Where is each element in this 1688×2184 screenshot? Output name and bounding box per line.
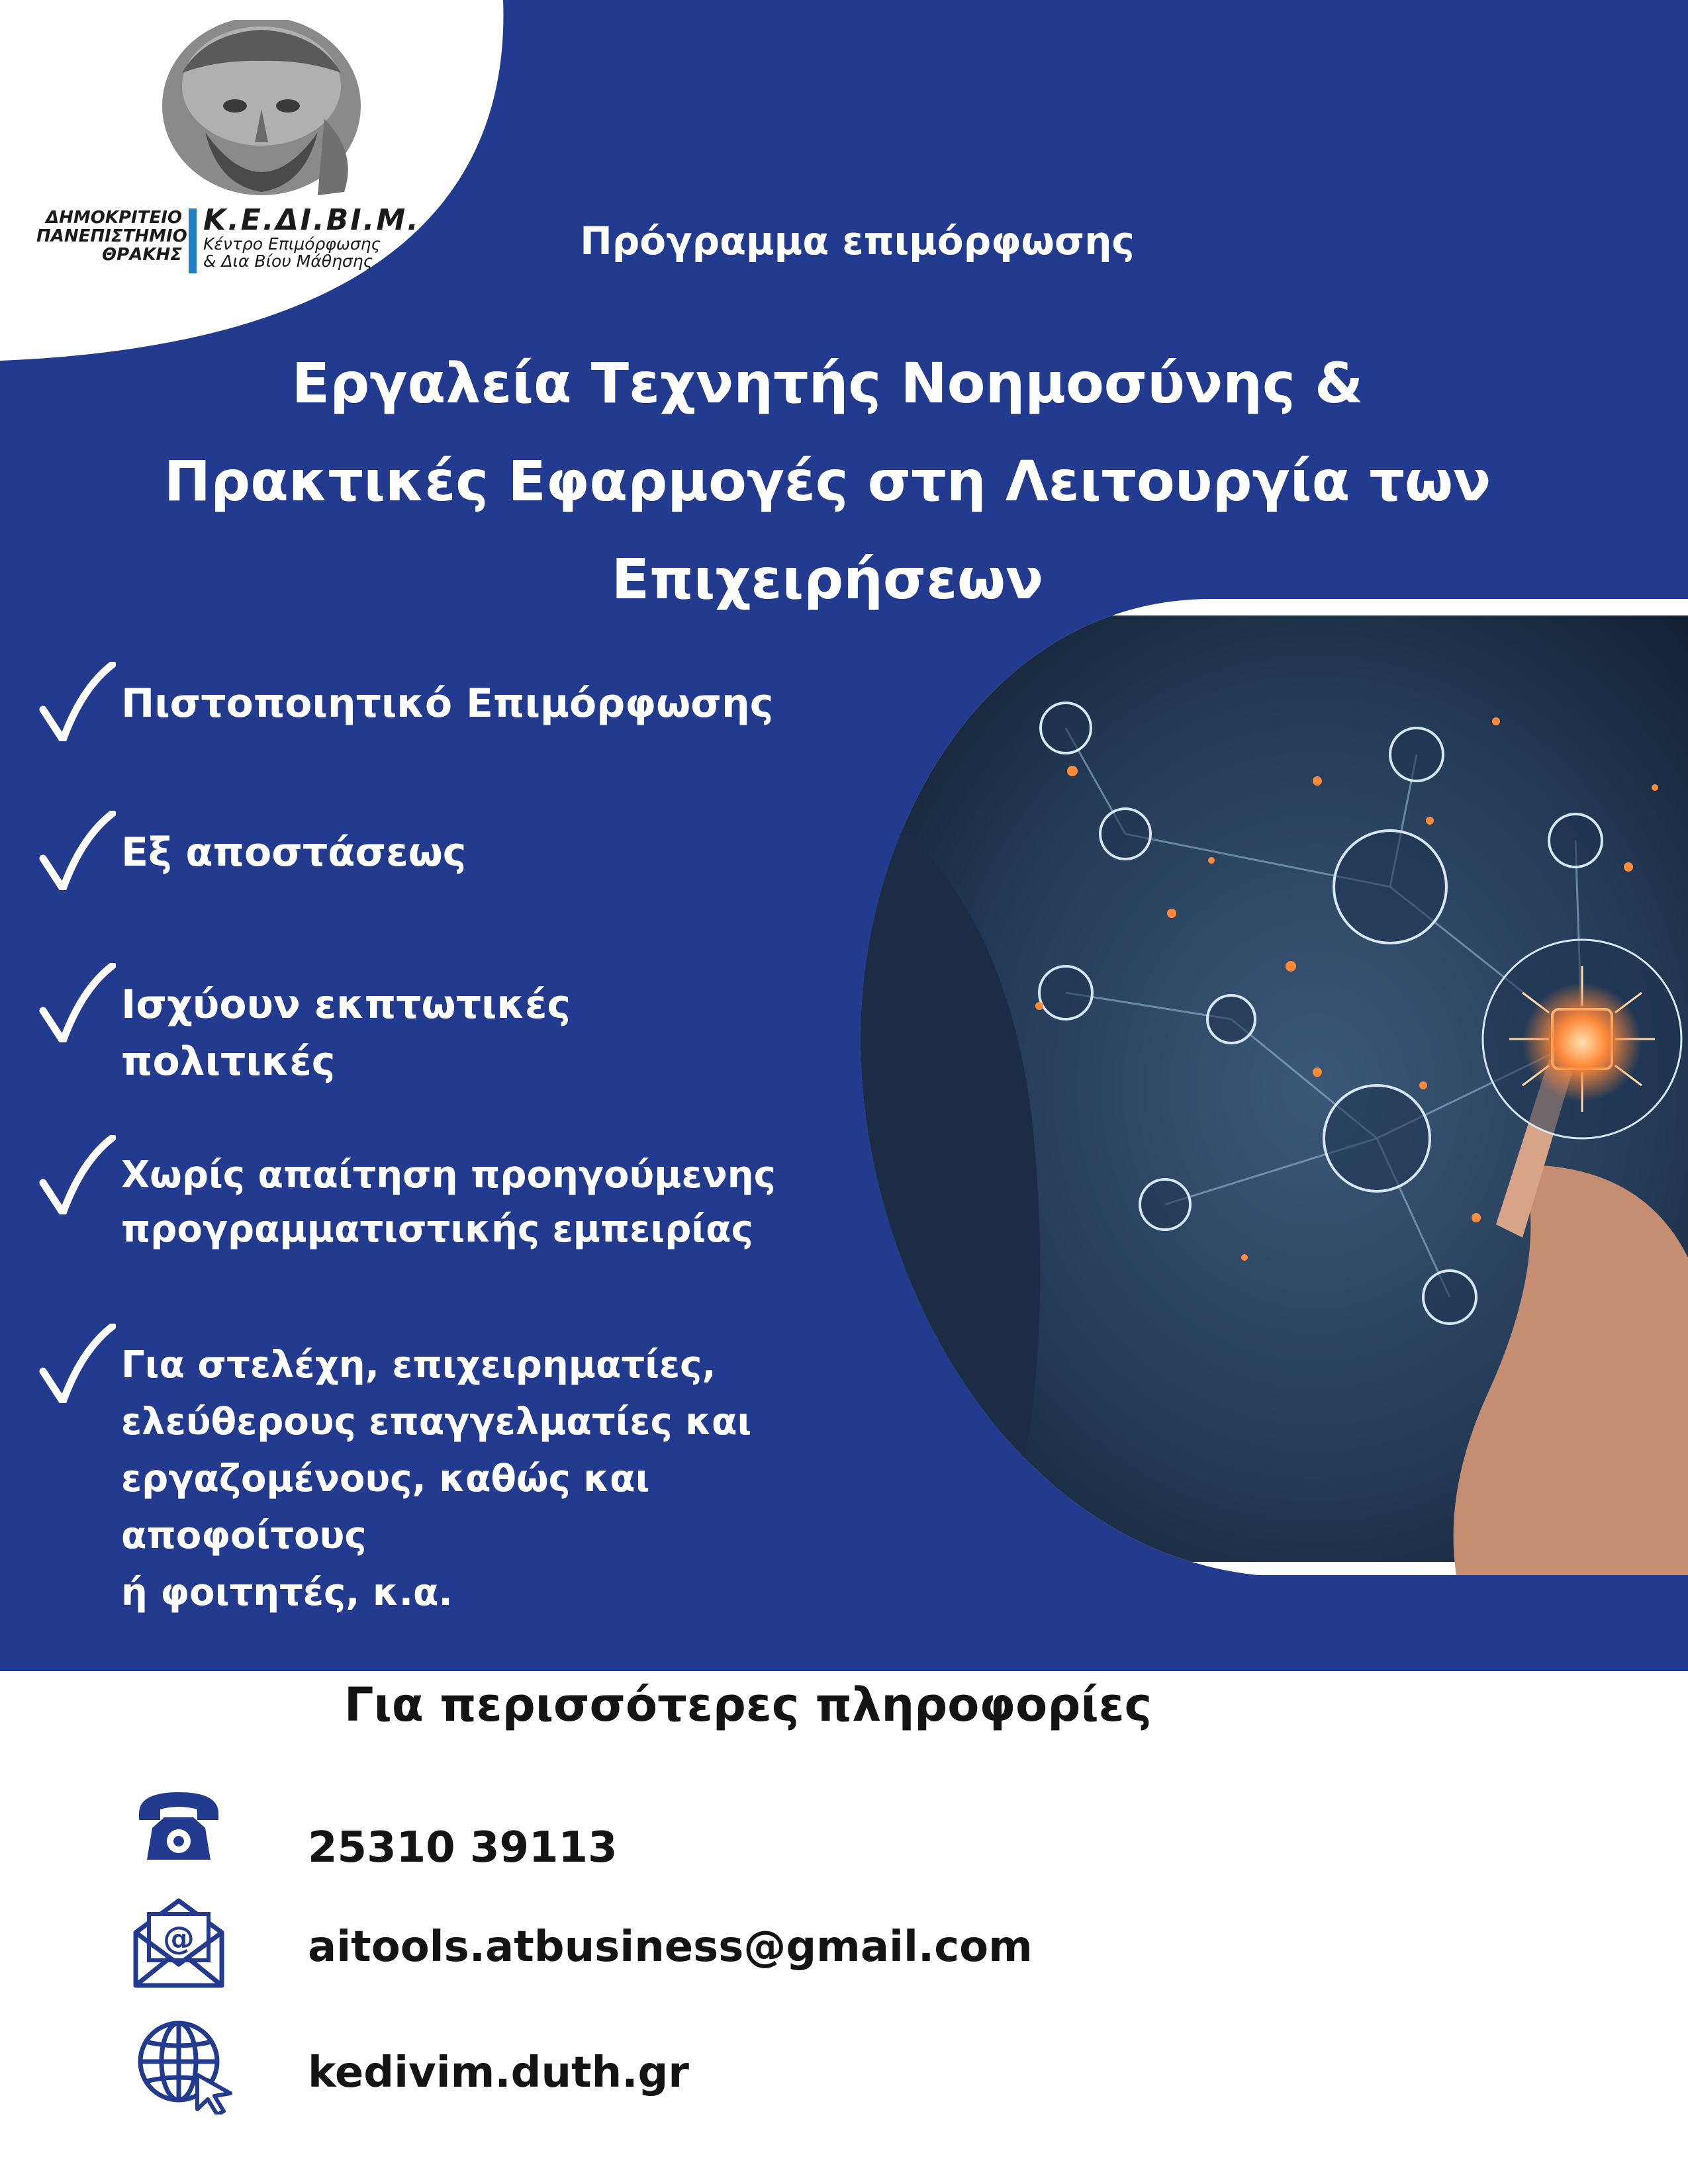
- feature-line: ελεύθερους επαγγελματίες και: [121, 1400, 752, 1443]
- contact-heading: Για περισσότερες πληροφορίες: [344, 1678, 1152, 1732]
- globe-icon: [132, 2015, 238, 2115]
- check-icon: [36, 963, 116, 1042]
- svg-text:@: @: [163, 1920, 195, 1957]
- title-line: Επιχειρήσεων: [611, 547, 1044, 612]
- program-subtitle: Πρόγραμμα επιμόρφωσης: [580, 218, 1135, 263]
- feature-line: ή φοιτητές, κ.α.: [121, 1571, 453, 1614]
- title-line: Εργαλεία Τεχνητής Νοημοσύνης &: [291, 351, 1364, 416]
- title-line: Πρακτικές Εφαρμογές στη Λειτουργία των: [164, 449, 1491, 514]
- center-line: & Δια Βίου Μάθησης: [203, 251, 373, 271]
- feature-line: πολιτικές: [121, 1038, 336, 1085]
- email-icon: [129, 1893, 228, 1992]
- feature-text: [121, 1148, 902, 1257]
- feature-text: [121, 675, 902, 732]
- phone-icon: [132, 1787, 225, 1866]
- feature-line: Πιστοποιητικό Επιμόρφωσης: [121, 680, 774, 727]
- feature-text: [121, 1337, 902, 1621]
- check-icon: [36, 811, 116, 890]
- center-line: Κέντρο Επιμόρφωσης: [203, 234, 381, 253]
- feature-text: [121, 824, 902, 881]
- phone-number[interactable]: 25310 39113: [308, 1823, 618, 1872]
- feature-line: προγραμματιστικής εμπειρίας: [121, 1208, 753, 1251]
- university-line: ΔΗΜΟΚΡΙΤΕΙΟ: [45, 208, 182, 228]
- website-url[interactable]: kedivim.duth.gr: [308, 2048, 689, 2097]
- university-line: ΠΑΝΕΠΙΣΤΗΜΙΟ: [36, 226, 187, 246]
- check-icon: [36, 1135, 116, 1214]
- email-address[interactable]: aitools.atbusiness@gmail.com: [308, 1923, 1033, 1972]
- check-icon: [36, 662, 116, 741]
- check-icon: [36, 1324, 116, 1403]
- feature-line: εργαζομένους, καθώς και αποφοίτους: [121, 1457, 650, 1557]
- feature-line: Χωρίς απαίτηση προηγούμενης: [121, 1154, 776, 1197]
- feature-line: Για στελέχη, επιχειρηματίες,: [121, 1343, 716, 1387]
- center-abbreviation: Κ.Ε.ΔΙ.ΒΙ.Μ.: [203, 203, 420, 237]
- university-line: ΘΡΑΚΗΣ: [102, 245, 182, 265]
- feature-line: Ισχύουν εκπτωτικές: [121, 981, 571, 1028]
- feature-line: Εξ αποστάσεως: [121, 829, 467, 876]
- feature-text: [121, 976, 902, 1090]
